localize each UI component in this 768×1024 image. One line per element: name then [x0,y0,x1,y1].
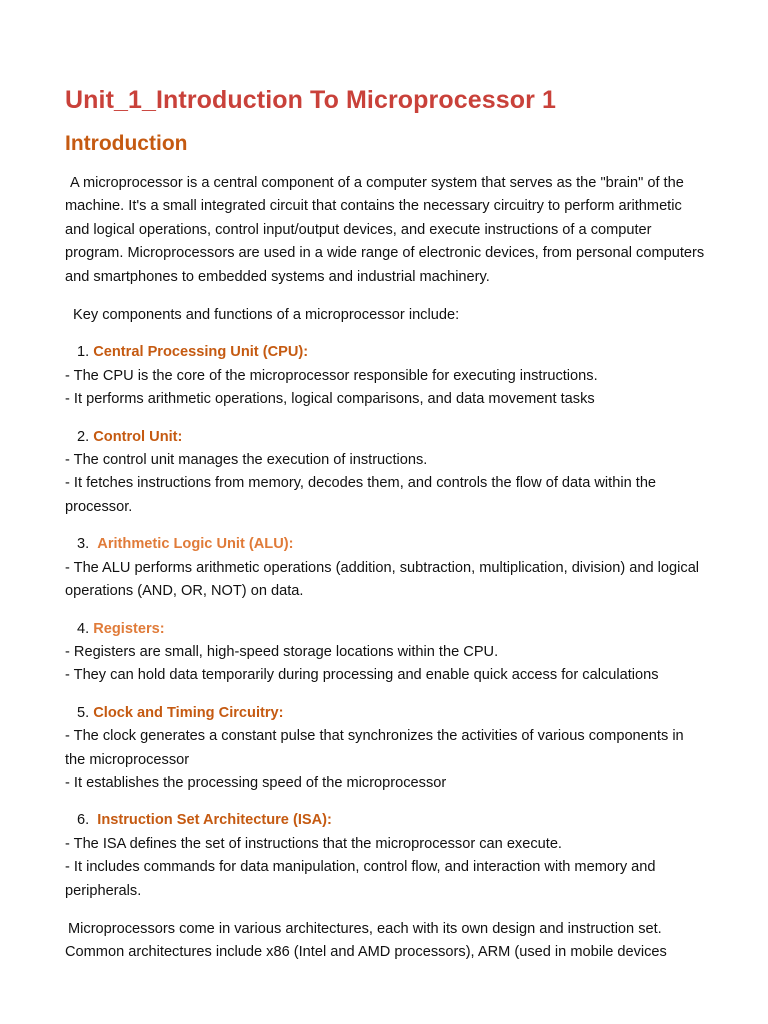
item-number: 2. [77,428,90,445]
item-line: - The clock generates a constant pulse that synchronizes the activities of various components in the microprocessor [65,728,684,768]
item-line: - It performs arithmetic operations, logical comparisons, and data movement tasks [65,391,595,408]
item-line: - It establishes the processing speed of the microprocessor [65,774,447,791]
item-heading [65,533,705,556]
item-label: Registers: [93,620,165,637]
intro-paragraph: A microprocessor is a central component of a computer system that serves as the "brain" of the machine. It's a small integrated circuit that contains the necessary circuitry to perform arithmetic and logical operations, control input/output devices, and execute instructions of a computer program. Microprocessors are used in a wide range of electronic devices, from personal computers and smartphones to embedded systems and industrial machinery. [65,175,705,285]
document-page [65,84,705,965]
item-number: 5. [77,704,90,721]
item-heading [65,618,705,641]
item-line: - It fetches instructions from memory, decodes them, and controls the flow of data within the processor. [65,475,657,515]
item-line: - The control unit manages the execution of instructions. [65,452,428,469]
item-heading [65,809,705,832]
item-heading [65,426,705,449]
document-title: Unit_1_Introduction To Microprocessor 1 [65,86,556,114]
component-item-clock [65,702,705,796]
item-label: Instruction Set Architecture (ISA): [97,812,332,829]
item-number: 6. [77,812,90,829]
component-item-cpu [65,341,705,411]
item-label: Control Unit: [93,428,183,445]
item-label: Clock and Timing Circuitry: [93,704,284,721]
item-number: 4. [77,620,90,637]
item-label: Arithmetic Logic Unit (ALU): [97,536,294,553]
component-item-control-unit [65,426,705,520]
item-number: 3. [77,536,90,553]
item-line: - They can hold data temporarily during processing and enable quick access for calculations [65,667,659,684]
item-line: - Registers are small, high-speed storage locations within the CPU. [65,643,499,660]
item-line: - The ISA defines the set of instructions that the microprocessor can execute. [65,835,562,852]
item-line: - The CPU is the core of the microprocessor responsible for executing instructions. [65,367,598,384]
component-item-isa [65,809,705,903]
section-heading-introduction: Introduction [65,132,188,155]
component-item-alu [65,533,705,603]
item-line: - The ALU performs arithmetic operations (addition, subtraction, multiplication, division) and logical operations (AND, OR, NOT) on data. [65,559,700,600]
item-number: 1. [77,344,90,361]
item-line: - It includes commands for data manipulation, control flow, and interaction with memory and peripherals. [65,859,656,899]
key-components-intro: Key components and functions of a microprocessor include: [73,307,460,324]
closing-paragraph: Microprocessors come in various architectures, each with its own design and instruction set. Common architectures include x86 (Intel and AMD processors), ARM (used in mobile devices [65,920,667,961]
item-heading [65,702,705,725]
component-item-registers [65,618,705,688]
item-heading [65,341,705,364]
item-label: Central Processing Unit (CPU): [93,344,309,361]
